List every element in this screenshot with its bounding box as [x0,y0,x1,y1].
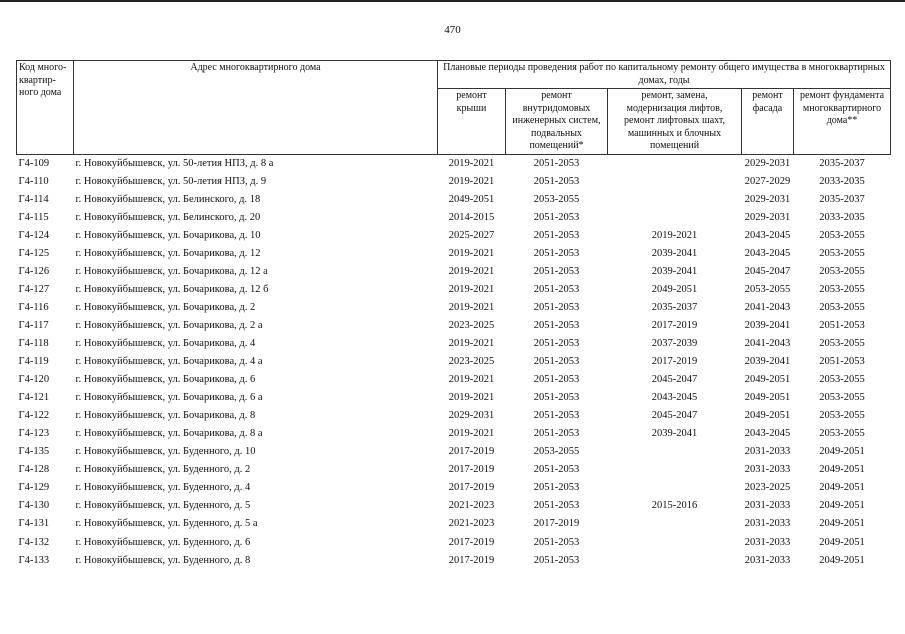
header-address: Адрес многоквартирного дома [74,61,438,155]
cell-facade: 2049-2051 [744,374,791,386]
cell-systems: 2051-2053 [533,283,580,295]
cell-code: Г4-133 [18,554,50,566]
cell-facade: 2031-2033 [744,554,791,566]
cell-address: г. Новокуйбышевск, ул. Бочарикова, д. 8 [75,410,256,422]
cell-facade: 2043-2045 [744,247,791,259]
cell-address: г. Новокуйбышевск, ул. Буденного, д. 8 [75,554,251,566]
cell-address: г. Новокуйбышевск, ул. Буденного, д. 2 [75,464,251,476]
cell-code: Г4-115 [18,211,49,223]
table-row [17,191,891,209]
cell-systems: 2051-2053 [533,410,580,422]
cell-code: Г4-123 [18,428,50,440]
cell-lifts: 2015-2016 [651,500,698,512]
cell-roof: 2021-2023 [448,518,495,530]
cell-roof: 2017-2019 [448,446,495,458]
cell-facade: 2031-2033 [744,464,791,476]
cell-address: г. Новокуйбышевск, ул. Буденного, д. 5 а [75,518,258,530]
cell-systems: 2051-2053 [533,337,580,349]
cell-foundation: 2051-2053 [819,356,865,368]
cell-code: Г4-114 [18,193,49,205]
cell-foundation: 2049-2051 [819,482,865,494]
cell-roof: 2019-2021 [448,301,495,313]
cell-code: Г4-122 [18,410,50,422]
cell-facade: 2043-2045 [744,229,791,241]
cell-code: Г4-124 [18,229,50,241]
cell-code: Г4-120 [18,374,50,386]
cell-code: Г4-118 [18,337,49,349]
table-row [17,173,891,191]
capital-repair-table [16,60,891,570]
cell-facade: 2053-2055 [744,283,791,295]
cell-facade: 2029-2031 [744,157,791,169]
cell-address: г. Новокуйбышевск, ул. 50-летия НПЗ, д. 8 а [75,157,274,169]
cell-roof: 2017-2019 [448,482,495,494]
cell-facade: 2031-2033 [744,518,791,530]
cell-systems: 2051-2053 [533,319,580,331]
cell-systems: 2051-2053 [533,374,580,386]
table-row [17,389,891,407]
table-row [17,299,891,317]
cell-systems: 2051-2053 [533,229,580,241]
cell-systems: 2051-2053 [533,211,580,223]
cell-foundation: 2049-2051 [819,518,865,530]
cell-address: г. Новокуйбышевск, ул. Бочарикова, д. 2 [75,301,256,313]
cell-foundation: 2049-2051 [819,464,865,476]
cell-facade: 2041-2043 [744,337,791,349]
cell-foundation: 2053-2055 [819,374,865,386]
cell-lifts: 2035-2037 [651,301,698,313]
cell-roof: 2049-2051 [448,193,495,205]
table-row [17,515,891,533]
cell-foundation: 2049-2051 [819,536,865,548]
cell-roof: 2023-2025 [448,319,495,331]
cell-systems: 2051-2053 [533,265,580,277]
cell-roof: 2019-2021 [448,175,495,187]
cell-address: г. Новокуйбышевск, ул. Белинского, д. 18 [75,193,261,205]
cell-lifts [608,154,742,173]
cell-code: Г4-117 [18,319,49,331]
header-foundation: ремонт фундамента многоквартирного дома** [794,89,891,155]
table-row [17,245,891,263]
cell-systems: 2051-2053 [533,464,580,476]
cell-address: г. Новокуйбышевск, ул. Бочарикова, д. 6 [75,374,256,386]
cell-address: г. Новокуйбышевск, ул. Бочарикова, д. 12 а [75,265,268,277]
cell-lifts [608,173,742,191]
table-row [17,497,891,515]
cell-systems: 2051-2053 [533,428,580,440]
cell-address: г. Новокуйбышевск, ул. Бочарикова, д. 10 [75,229,261,241]
cell-code: Г4-129 [18,482,50,494]
table-header [17,61,891,155]
table-row [17,371,891,389]
cell-code: Г4-119 [18,356,49,368]
cell-roof: 2021-2023 [448,500,495,512]
cell-address: г. Новокуйбышевск, ул. Буденного, д. 4 [75,482,251,494]
cell-lifts: 2017-2019 [651,319,698,331]
cell-foundation: 2049-2051 [819,554,865,566]
cell-foundation: 2035-2037 [819,157,865,169]
cell-facade: 2031-2033 [744,446,791,458]
cell-lifts: 2019-2021 [651,229,698,241]
cell-foundation: 2053-2055 [819,392,865,404]
cell-foundation: 2053-2055 [819,428,865,440]
table-row [17,461,891,479]
cell-code: Г4-125 [18,247,50,259]
table-row [17,263,891,281]
cell-roof: 2017-2019 [448,554,495,566]
cell-roof: 2019-2021 [448,247,495,259]
cell-roof: 2023-2025 [448,356,495,368]
cell-code: Г4-131 [18,518,50,530]
cell-roof: 2025-2027 [448,229,495,241]
cell-foundation: 2035-2037 [819,193,865,205]
cell-lifts [608,461,742,479]
cell-foundation: 2033-2035 [819,175,865,187]
header-facade: ремонт фасада [742,89,794,155]
cell-code: Г4-110 [18,175,49,187]
cell-address: г. Новокуйбышевск, ул. Белинского, д. 20 [75,211,261,223]
cell-lifts: 2045-2047 [651,374,698,386]
cell-roof: 2017-2019 [448,464,495,476]
cell-roof: 2019-2021 [448,283,495,295]
cell-foundation: 2053-2055 [819,337,865,349]
cell-lifts [608,552,742,570]
cell-lifts [608,209,742,227]
cell-facade: 2041-2043 [744,301,791,313]
cell-systems: 2053-2055 [533,193,580,205]
table-row [17,317,891,335]
table-row [17,425,891,443]
cell-roof: 2029-2031 [448,410,495,422]
top-border-line [0,0,905,2]
cell-address: г. Новокуйбышевск, ул. Буденного, д. 5 [75,500,251,512]
cell-lifts: 2037-2039 [651,337,698,349]
cell-systems: 2051-2053 [533,482,580,494]
header-lifts: ремонт, замена, модернизация лифтов, ремонт лифтовых шахт, машинных и блочных помещений [608,89,742,155]
cell-code: Г4-128 [18,464,50,476]
table-row [17,533,891,551]
cell-address: г. Новокуйбышевск, ул. 50-летия НПЗ, д. 9 [75,175,267,187]
cell-facade: 2045-2047 [744,265,791,277]
table-row [17,209,891,227]
cell-address: г. Новокуйбышевск, ул. Буденного, д. 10 [75,446,256,458]
cell-lifts [608,515,742,533]
cell-lifts: 2017-2019 [651,356,698,368]
cell-systems: 2051-2053 [533,157,580,169]
cell-facade: 2027-2029 [744,175,791,187]
cell-code: Г4-132 [18,536,50,548]
table-row [17,479,891,497]
cell-lifts: 2043-2045 [651,392,698,404]
cell-facade: 2029-2031 [744,211,791,223]
cell-systems: 2051-2053 [533,500,580,512]
cell-lifts: 2039-2041 [651,428,698,440]
table-row [17,335,891,353]
cell-facade: 2039-2041 [744,356,791,368]
cell-systems: 2017-2019 [533,518,580,530]
cell-systems: 2051-2053 [533,301,580,313]
cell-address: г. Новокуйбышевск, ул. Бочарикова, д. 4 [75,337,256,349]
cell-address: г. Новокуйбышевск, ул. Бочарикова, д. 4 а [75,356,263,368]
cell-systems: 2051-2053 [533,175,580,187]
cell-code: Г4-109 [18,157,50,169]
cell-lifts [608,443,742,461]
header-roof: ремонт крыши [438,89,506,155]
cell-facade: 2029-2031 [744,193,791,205]
cell-foundation: 2033-2035 [819,211,865,223]
cell-facade: 2043-2045 [744,428,791,440]
cell-address: г. Новокуйбышевск, ул. Бочарикова, д. 2 а [75,319,263,331]
cell-roof: 2017-2019 [448,536,495,548]
cell-address: г. Новокуйбышевск, ул. Бочарикова, д. 6 а [75,392,263,404]
table-row [17,281,891,299]
cell-roof: 2014-2015 [448,211,495,223]
cell-facade: 2049-2051 [744,392,791,404]
cell-code: Г4-135 [18,446,50,458]
cell-roof: 2019-2021 [448,392,495,404]
cell-systems: 2051-2053 [533,392,580,404]
cell-facade: 2031-2033 [744,536,791,548]
cell-lifts: 2049-2051 [651,283,698,295]
cell-address: г. Новокуйбышевск, ул. Буденного, д. 6 [75,536,251,548]
cell-address: г. Новокуйбышевск, ул. Бочарикова, д. 12 [75,247,261,259]
cell-code: Г4-127 [18,283,50,295]
cell-code: Г4-126 [18,265,50,277]
cell-lifts: 2045-2047 [651,410,698,422]
cell-lifts [608,533,742,551]
cell-foundation: 2053-2055 [819,265,865,277]
cell-lifts: 2039-2041 [651,265,698,277]
cell-foundation: 2053-2055 [819,301,865,313]
cell-address: г. Новокуйбышевск, ул. Бочарикова, д. 12 б [75,283,269,295]
cell-lifts [608,479,742,497]
cell-facade: 2023-2025 [744,482,791,494]
cell-lifts [608,191,742,209]
cell-foundation: 2049-2051 [819,446,865,458]
cell-roof: 2019-2021 [448,337,495,349]
cell-foundation: 2053-2055 [819,283,865,295]
cell-systems: 2051-2053 [533,247,580,259]
table-row [17,154,891,173]
table-row [17,552,891,570]
cell-systems: 2053-2055 [533,446,580,458]
cell-roof: 2019-2021 [448,265,495,277]
cell-foundation: 2053-2055 [819,247,865,259]
cell-code: Г4-121 [18,392,50,404]
cell-facade: 2049-2051 [744,410,791,422]
table-row [17,443,891,461]
cell-roof: 2019-2021 [448,374,495,386]
header-systems: ремонт внутридомовых инженерных систем, подвальных помещений* [506,89,608,155]
cell-roof: 2019-2021 [448,428,495,440]
cell-code: Г4-130 [18,500,50,512]
cell-code: Г4-116 [18,301,49,313]
header-code: Код много- квартир- ного дома [17,61,74,155]
cell-foundation: 2049-2051 [819,500,865,512]
cell-address: г. Новокуйбышевск, ул. Бочарикова, д. 8 а [75,428,263,440]
cell-foundation: 2053-2055 [819,410,865,422]
cell-lifts: 2039-2041 [651,247,698,259]
cell-foundation: 2051-2053 [819,319,865,331]
cell-facade: 2031-2033 [744,500,791,512]
table-body [17,154,891,570]
cell-roof: 2019-2021 [448,157,495,169]
page-number: 470 [444,24,461,36]
cell-systems: 2051-2053 [533,536,580,548]
table-row [17,227,891,245]
cell-facade: 2039-2041 [744,319,791,331]
header-periods: Плановые периоды проведения работ по капитальному ремонту общего имущества в многоквартирных домах, годы [438,61,891,89]
cell-foundation: 2053-2055 [819,229,865,241]
cell-systems: 2051-2053 [533,554,580,566]
cell-systems: 2051-2053 [533,356,580,368]
table-row [17,353,891,371]
table-row [17,407,891,425]
